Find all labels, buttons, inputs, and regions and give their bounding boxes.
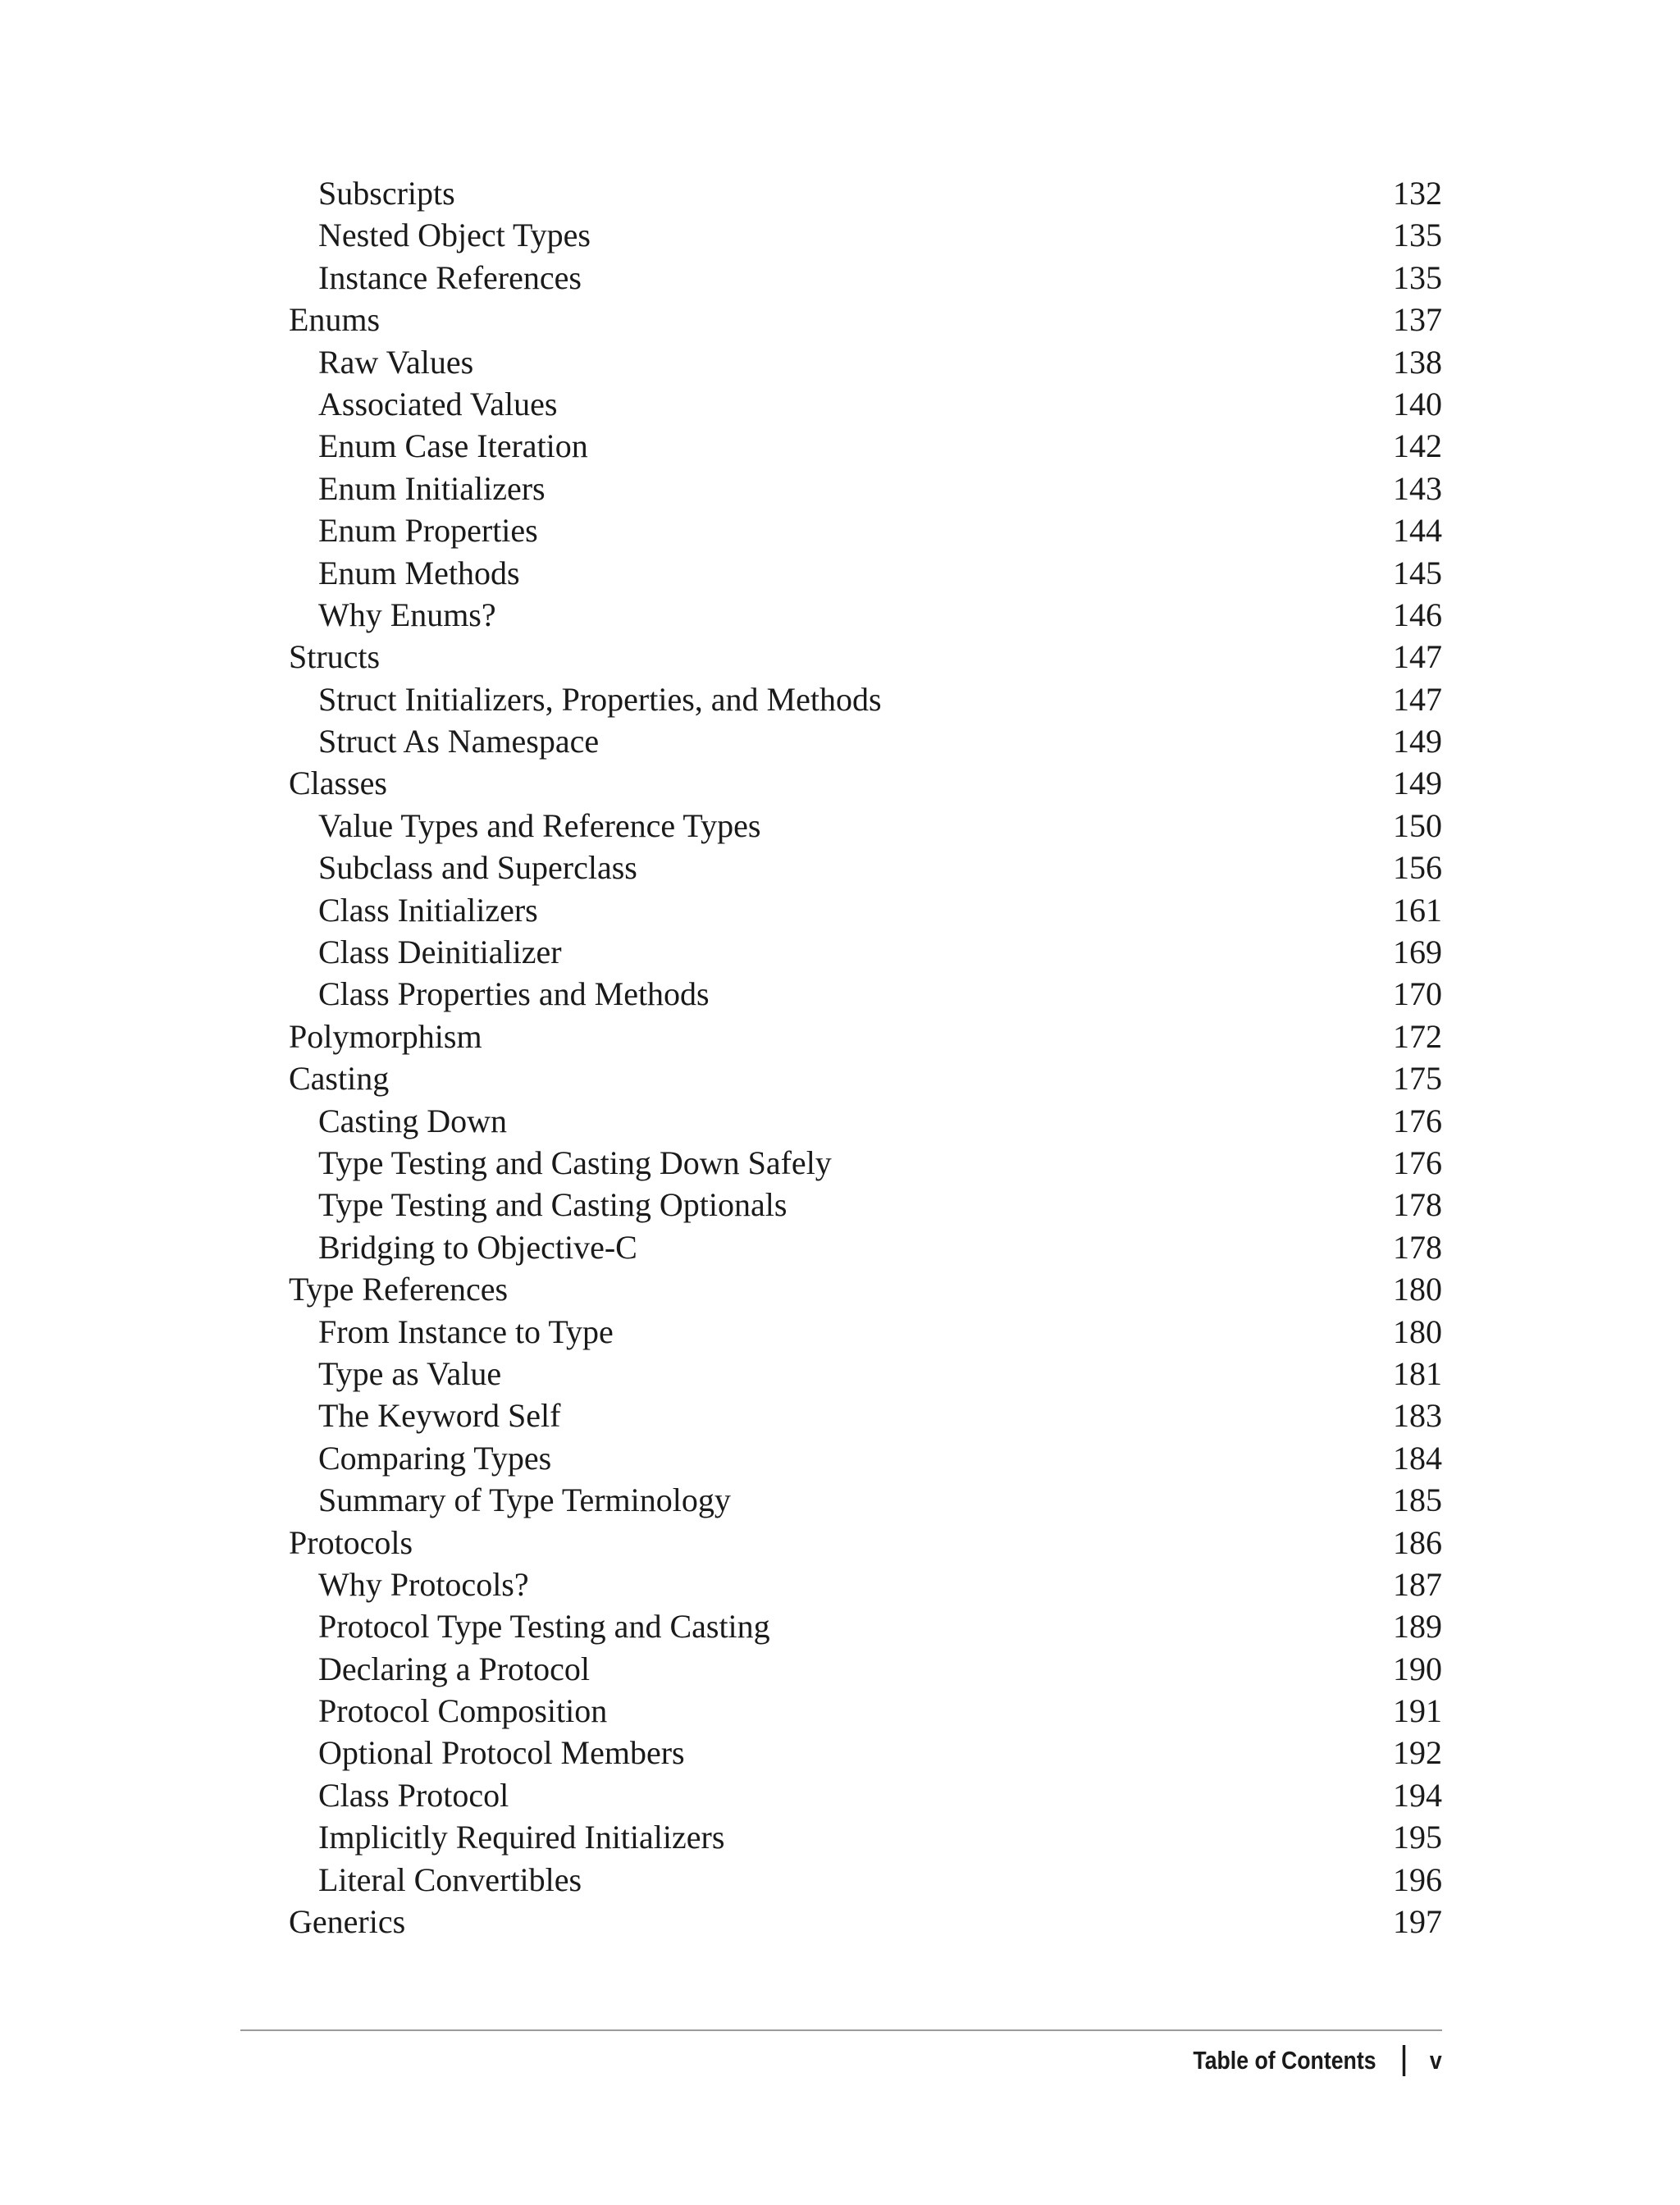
- toc-entry-page-number: 181: [1393, 1354, 1442, 1392]
- toc-entry-page-number: 150: [1393, 806, 1442, 844]
- toc-entry-page-number: 137: [1393, 301, 1442, 339]
- toc-entry-18[interactable]: [289, 889, 1442, 931]
- toc-entry-32[interactable]: [289, 1479, 1442, 1521]
- footer-section-label: Table of Contents: [1193, 2046, 1376, 2075]
- toc-entry-title: Casting: [289, 1060, 390, 1098]
- toc-entry-12[interactable]: [289, 636, 1442, 678]
- toc-entry-title: Raw Values: [318, 343, 474, 381]
- toc-entry-38[interactable]: [289, 1732, 1442, 1774]
- toc-entry-9[interactable]: [289, 509, 1442, 551]
- toc-entry-14[interactable]: [289, 720, 1442, 762]
- toc-entry-page-number: 138: [1393, 343, 1442, 381]
- toc-entry-title: Enum Properties: [318, 512, 538, 550]
- toc-entry-page-number: 170: [1393, 975, 1442, 1013]
- toc-entry-7[interactable]: [289, 425, 1442, 467]
- toc-entry-40[interactable]: [289, 1816, 1442, 1858]
- toc-entry-page-number: 143: [1393, 469, 1442, 507]
- toc-entry-13[interactable]: [289, 678, 1442, 720]
- toc-entry-title: From Instance to Type: [318, 1312, 614, 1350]
- toc-entry-page-number: 147: [1393, 680, 1442, 718]
- toc-entry-title: Why Enums?: [318, 596, 496, 633]
- toc-entry-page-number: 184: [1393, 1439, 1442, 1477]
- toc-entry-page-number: 192: [1393, 1734, 1442, 1772]
- toc-entry-page-number: 180: [1393, 1271, 1442, 1308]
- toc-entry-title: Subscripts: [318, 175, 455, 212]
- toc-entry-30[interactable]: [289, 1395, 1442, 1436]
- toc-entry-27[interactable]: [289, 1268, 1442, 1310]
- toc-entry-title: Protocol Type Testing and Casting: [318, 1608, 770, 1646]
- toc-entry-19[interactable]: [289, 931, 1442, 973]
- toc-entry-title: Enum Methods: [318, 554, 520, 591]
- toc-entry-title: Why Protocols?: [318, 1565, 529, 1603]
- toc-entry-21[interactable]: [289, 1016, 1442, 1057]
- toc-entry-33[interactable]: [289, 1522, 1442, 1564]
- toc-entry-page-number: 146: [1393, 596, 1442, 633]
- toc-entry-24[interactable]: [289, 1142, 1442, 1184]
- toc-entry-page-number: 175: [1393, 1060, 1442, 1098]
- toc-entry-title: Struct Initializers, Properties, and Methods: [318, 680, 882, 718]
- toc-entry-page-number: 180: [1393, 1312, 1442, 1350]
- table-of-contents: [289, 172, 1442, 1942]
- toc-entry-title: Class Protocol: [318, 1776, 509, 1814]
- toc-entry-4[interactable]: [289, 299, 1442, 340]
- toc-entry-6[interactable]: [289, 383, 1442, 425]
- toc-entry-page-number: 178: [1393, 1186, 1442, 1224]
- toc-entry-page-number: 149: [1393, 723, 1442, 760]
- toc-entry-page-number: 197: [1393, 1903, 1442, 1941]
- page-footer: [1194, 2038, 1442, 2084]
- toc-entry-2[interactable]: [289, 214, 1442, 256]
- toc-entry-page-number: 169: [1393, 934, 1442, 971]
- toc-entry-25[interactable]: [289, 1184, 1442, 1226]
- toc-entry-23[interactable]: [289, 1100, 1442, 1142]
- toc-entry-page-number: 185: [1393, 1481, 1442, 1519]
- toc-entry-page-number: 189: [1393, 1608, 1442, 1646]
- toc-entry-41[interactable]: [289, 1859, 1442, 1901]
- toc-entry-title: Type as Value: [318, 1354, 502, 1392]
- toc-entry-page-number: 176: [1393, 1144, 1442, 1181]
- toc-entry-11[interactable]: [289, 594, 1442, 636]
- toc-entry-page-number: 156: [1393, 849, 1442, 887]
- toc-entry-page-number: 149: [1393, 765, 1442, 802]
- toc-entry-5[interactable]: [289, 341, 1442, 383]
- toc-entry-page-number: 190: [1393, 1650, 1442, 1687]
- toc-entry-title: Optional Protocol Members: [318, 1734, 685, 1772]
- toc-entry-page-number: 186: [1393, 1523, 1442, 1561]
- toc-entry-17[interactable]: [289, 847, 1442, 888]
- toc-entry-page-number: 196: [1393, 1860, 1442, 1898]
- toc-entry-title: Enum Initializers: [318, 469, 546, 507]
- toc-entry-title: Literal Convertibles: [318, 1860, 582, 1898]
- toc-entry-page-number: 135: [1393, 217, 1442, 254]
- toc-entry-page-number: 145: [1393, 554, 1442, 591]
- toc-entry-title: The Keyword Self: [318, 1397, 561, 1435]
- toc-entry-42[interactable]: [289, 1901, 1442, 1942]
- toc-entry-1[interactable]: [289, 172, 1442, 214]
- toc-entry-title: Class Properties and Methods: [318, 975, 710, 1013]
- toc-entry-title: Enums: [289, 301, 381, 339]
- toc-entry-page-number: 191: [1393, 1692, 1442, 1730]
- toc-entry-title: Casting Down: [318, 1102, 507, 1139]
- footer-page-number: v: [1430, 2046, 1442, 2075]
- toc-entry-page-number: 144: [1393, 512, 1442, 550]
- toc-entry-title: Summary of Type Terminology: [318, 1481, 731, 1519]
- toc-entry-39[interactable]: [289, 1774, 1442, 1816]
- toc-entry-title: Struct As Namespace: [318, 723, 600, 760]
- toc-entry-title: Protocol Composition: [318, 1692, 608, 1730]
- toc-entry-title: Type Testing and Casting Down Safely: [318, 1144, 832, 1181]
- toc-entry-36[interactable]: [289, 1648, 1442, 1690]
- toc-entry-page-number: 140: [1393, 385, 1442, 422]
- toc-entry-page-number: 178: [1393, 1228, 1442, 1266]
- toc-entry-28[interactable]: [289, 1311, 1442, 1353]
- toc-entry-page-number: 142: [1393, 427, 1442, 465]
- toc-entry-title: Associated Values: [318, 385, 558, 422]
- toc-entry-page-number: 187: [1393, 1565, 1442, 1603]
- toc-entry-page-number: 172: [1393, 1017, 1442, 1055]
- toc-entry-title: Enum Case Iteration: [318, 427, 588, 465]
- toc-entry-34[interactable]: [289, 1564, 1442, 1605]
- footer-rule: [240, 2029, 1442, 2031]
- toc-entry-title: Protocols: [289, 1523, 413, 1561]
- toc-entry-title: Declaring a Protocol: [318, 1650, 590, 1687]
- toc-entry-title: Classes: [289, 765, 387, 802]
- toc-entry-8[interactable]: [289, 468, 1442, 509]
- toc-entry-title: Type References: [289, 1271, 509, 1308]
- toc-entry-page-number: 135: [1393, 258, 1442, 296]
- toc-entry-title: Nested Object Types: [318, 217, 591, 254]
- toc-entry-page-number: 194: [1393, 1776, 1442, 1814]
- toc-entry-title: Class Initializers: [318, 891, 538, 929]
- toc-entry-29[interactable]: [289, 1353, 1442, 1395]
- toc-entry-31[interactable]: [289, 1437, 1442, 1479]
- toc-entry-page-number: 161: [1393, 891, 1442, 929]
- toc-entry-title: Comparing Types: [318, 1439, 552, 1477]
- footer-separator: [1403, 2045, 1405, 2076]
- toc-entry-page-number: 132: [1393, 175, 1442, 212]
- toc-entry-35[interactable]: [289, 1605, 1442, 1647]
- toc-entry-page-number: 176: [1393, 1102, 1442, 1139]
- toc-entry-26[interactable]: [289, 1226, 1442, 1268]
- toc-entry-16[interactable]: [289, 805, 1442, 847]
- toc-entry-3[interactable]: [289, 257, 1442, 299]
- toc-entry-title: Subclass and Superclass: [318, 849, 637, 887]
- toc-entry-page-number: 147: [1393, 638, 1442, 676]
- toc-entry-title: Type Testing and Casting Optionals: [318, 1186, 788, 1224]
- toc-entry-37[interactable]: [289, 1690, 1442, 1732]
- toc-entry-title: Bridging to Objective-C: [318, 1228, 637, 1266]
- toc-entry-title: Value Types and Reference Types: [318, 806, 761, 844]
- toc-entry-10[interactable]: [289, 552, 1442, 594]
- toc-entry-22[interactable]: [289, 1057, 1442, 1099]
- toc-entry-title: Class Deinitializer: [318, 934, 562, 971]
- toc-entry-20[interactable]: [289, 973, 1442, 1015]
- toc-entry-15[interactable]: [289, 762, 1442, 804]
- toc-entry-page-number: 195: [1393, 1819, 1442, 1856]
- toc-entry-title: Polymorphism: [289, 1017, 482, 1055]
- toc-entry-title: Structs: [289, 638, 381, 676]
- toc-entry-title: Implicitly Required Initializers: [318, 1819, 725, 1856]
- toc-entry-page-number: 183: [1393, 1397, 1442, 1435]
- toc-entry-title: Generics: [289, 1903, 406, 1941]
- toc-entry-title: Instance References: [318, 258, 582, 296]
